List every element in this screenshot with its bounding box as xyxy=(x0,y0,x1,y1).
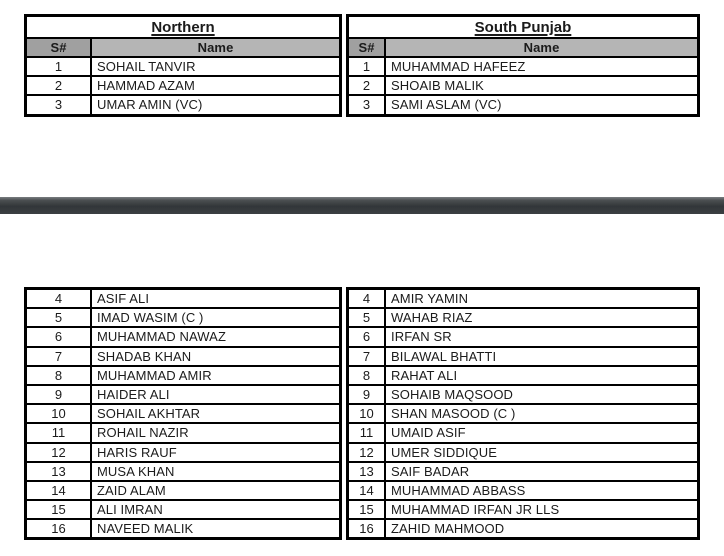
player-serial: 3 xyxy=(349,96,386,113)
name-column-header: Name xyxy=(386,39,697,56)
column-header-row xyxy=(27,39,339,58)
player-serial: 8 xyxy=(27,367,92,384)
player-serial: 10 xyxy=(349,405,386,422)
player-name: BILAWAL BHATTI xyxy=(391,348,497,364)
player-row xyxy=(349,348,697,367)
player-name: MUSA KHAN xyxy=(97,463,175,479)
player-serial: 9 xyxy=(27,386,92,403)
player-serial: 6 xyxy=(349,328,386,345)
player-row xyxy=(349,520,697,537)
player-name: RAHAT ALI xyxy=(391,367,458,383)
page-2 xyxy=(0,214,724,556)
player-serial: 4 xyxy=(349,290,386,307)
player-name: SAMI ASLAM (VC) xyxy=(391,97,502,113)
player-serial: 3 xyxy=(27,96,92,113)
player-name: SHAN MASOOD (C ) xyxy=(391,406,516,422)
player-serial: 2 xyxy=(349,77,386,94)
player-serial: 14 xyxy=(27,482,92,499)
player-row xyxy=(349,309,697,328)
player-row xyxy=(349,501,697,520)
player-serial: 7 xyxy=(349,348,386,365)
player-serial: 9 xyxy=(349,386,386,403)
player-row xyxy=(27,290,339,309)
player-name: MUHAMMAD NAWAZ xyxy=(97,329,226,345)
player-serial: 5 xyxy=(27,309,92,326)
team-name-header: Northern xyxy=(27,17,339,39)
player-serial: 12 xyxy=(349,444,386,461)
squads-table-continued xyxy=(24,287,700,540)
player-serial: 4 xyxy=(27,290,92,307)
player-serial: 7 xyxy=(27,348,92,365)
player-row xyxy=(27,96,339,113)
player-row xyxy=(349,58,697,77)
player-row xyxy=(349,96,697,113)
player-row xyxy=(27,77,339,96)
player-name: MUHAMMAD IRFAN JR LLS xyxy=(391,502,560,518)
player-serial: 16 xyxy=(349,520,386,537)
player-name: UMER SIDDIQUE xyxy=(391,444,498,460)
player-serial: 15 xyxy=(349,501,386,518)
player-name: AMIR YAMIN xyxy=(391,291,469,307)
player-name: SHADAB KHAN xyxy=(97,348,192,364)
player-name: HARIS RAUF xyxy=(97,444,177,460)
team-name-header: South Punjab xyxy=(349,17,697,39)
player-serial: 6 xyxy=(27,328,92,345)
player-serial: 1 xyxy=(27,58,92,75)
player-serial: 5 xyxy=(349,309,386,326)
player-name: MUHAMMAD HAFEEZ xyxy=(391,59,526,75)
player-serial: 12 xyxy=(27,444,92,461)
player-row xyxy=(349,463,697,482)
player-name: SOHAIB MAQSOOD xyxy=(391,387,514,403)
player-row xyxy=(349,328,697,347)
south-punjab-table-continued xyxy=(346,287,700,540)
player-row xyxy=(27,405,339,424)
player-name: ZAID ALAM xyxy=(97,482,166,498)
player-name: ASIF ALI xyxy=(97,291,150,307)
squads-table-top xyxy=(24,14,700,117)
player-name: IMAD WASIM (C ) xyxy=(97,310,204,326)
player-serial: 10 xyxy=(27,405,92,422)
northern-table-continued xyxy=(24,287,342,540)
player-name: NAVEED MALIK xyxy=(97,521,194,537)
player-row xyxy=(27,444,339,463)
player-name: UMAR AMIN (VC) xyxy=(97,97,203,113)
player-row xyxy=(349,77,697,96)
player-name: SOHAIL AKHTAR xyxy=(97,406,201,422)
player-name: SOHAIL TANVIR xyxy=(97,59,196,75)
player-serial: 16 xyxy=(27,520,92,537)
serial-column-header: S# xyxy=(27,39,92,56)
player-name: ROHAIL NAZIR xyxy=(97,425,189,441)
player-name: SHOAIB MALIK xyxy=(391,78,484,94)
player-row xyxy=(27,520,339,537)
player-row xyxy=(27,328,339,347)
column-header-row xyxy=(349,39,697,58)
player-serial: 13 xyxy=(349,463,386,480)
player-row xyxy=(349,444,697,463)
player-serial: 8 xyxy=(349,367,386,384)
player-name: HAMMAD AZAM xyxy=(97,78,195,94)
player-serial: 2 xyxy=(27,77,92,94)
northern-table xyxy=(24,14,342,117)
player-name: IRFAN SR xyxy=(391,329,452,345)
player-row xyxy=(349,290,697,309)
player-row xyxy=(27,463,339,482)
player-name: MUHAMMAD ABBASS xyxy=(391,482,526,498)
serial-column-header: S# xyxy=(349,39,386,56)
player-name: WAHAB RIAZ xyxy=(391,310,473,326)
player-row xyxy=(27,501,339,520)
player-row xyxy=(349,424,697,443)
player-serial: 14 xyxy=(349,482,386,499)
player-row xyxy=(27,58,339,77)
player-row xyxy=(27,309,339,328)
player-serial: 13 xyxy=(27,463,92,480)
south-punjab-table xyxy=(346,14,700,117)
player-row xyxy=(27,482,339,501)
page-1 xyxy=(0,0,724,197)
player-row xyxy=(27,348,339,367)
page-break-bar xyxy=(0,197,724,214)
player-row xyxy=(349,386,697,405)
player-row xyxy=(27,367,339,386)
player-serial: 11 xyxy=(27,424,92,441)
name-column-header: Name xyxy=(92,39,339,56)
player-row xyxy=(27,386,339,405)
player-row xyxy=(27,424,339,443)
player-name: UMAID ASIF xyxy=(391,425,466,441)
player-name: SAIF BADAR xyxy=(391,463,470,479)
player-row xyxy=(349,367,697,386)
player-name: HAIDER ALI xyxy=(97,387,170,403)
player-serial: 15 xyxy=(27,501,92,518)
player-row xyxy=(349,482,697,501)
player-name: MUHAMMAD AMIR xyxy=(97,367,212,383)
player-name: ZAHID MAHMOOD xyxy=(391,521,505,537)
player-serial: 11 xyxy=(349,424,386,441)
player-serial: 1 xyxy=(349,58,386,75)
player-name: ALI IMRAN xyxy=(97,502,163,518)
player-row xyxy=(349,405,697,424)
